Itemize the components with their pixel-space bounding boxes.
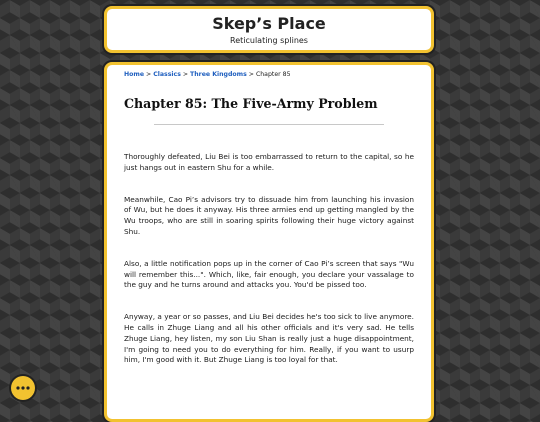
site-title[interactable]: Skep’s Place [212, 14, 326, 33]
more-horizontal-icon [16, 386, 30, 390]
article-paragraph-4: Anyway, a year or so passes, and Liu Bei decides he's too sick to live anymore. He calls in Zhuge Liang and all his other officials and it's very sad. He tells Zhuge Liang, hey listen, my son Liu Shan is really just a huge disappointment, I'm going to need you to do everything for him. Really, if you want to usurp him, I'm good with it. But Zhuge Liang is too loyal for that. [124, 312, 414, 365]
breadcrumb-separator: > [146, 71, 152, 78]
site-header [104, 6, 434, 53]
title-divider [154, 124, 384, 125]
breadcrumb-home-link[interactable]: Home [124, 71, 145, 78]
chapter-title: Chapter 85: The Five-Army Problem [124, 96, 378, 111]
breadcrumb-classics-link[interactable]: Classics [153, 71, 181, 78]
more-options-button[interactable] [11, 376, 35, 400]
site-tagline: Reticulating splines [230, 36, 308, 45]
breadcrumb-separator: > [182, 71, 189, 78]
article-paragraph-3: Also, a little notification pops up in the corner of Cao Pi’s screen that says "Wu will remember this...". Which, like, fair enough, you declare your vassalage to the guy and he turns around and attacks you. You'd be pissed too. [124, 258, 414, 290]
article-paragraph-1: Thoroughly defeated, Liu Bei is too embarrassed to return to the capital, so he just hangs out in eastern Shu for a while. [124, 152, 414, 172]
article-card [104, 62, 434, 422]
breadcrumb-three-kingdoms-link[interactable]: Three Kingdoms [190, 71, 247, 78]
breadcrumb-separator: > [248, 71, 254, 78]
article-paragraph-2: Meanwhile, Cao Pi’s advisors try to dissuade him from launching his invasion of Wu, but he does it anyway. His three armies end up getting mangled by the Wu troops, who are still in soaring spirits following their huge victory against Shu. [124, 194, 414, 236]
breadcrumb [124, 71, 414, 78]
breadcrumb-current: Chapter 85 [255, 71, 291, 78]
